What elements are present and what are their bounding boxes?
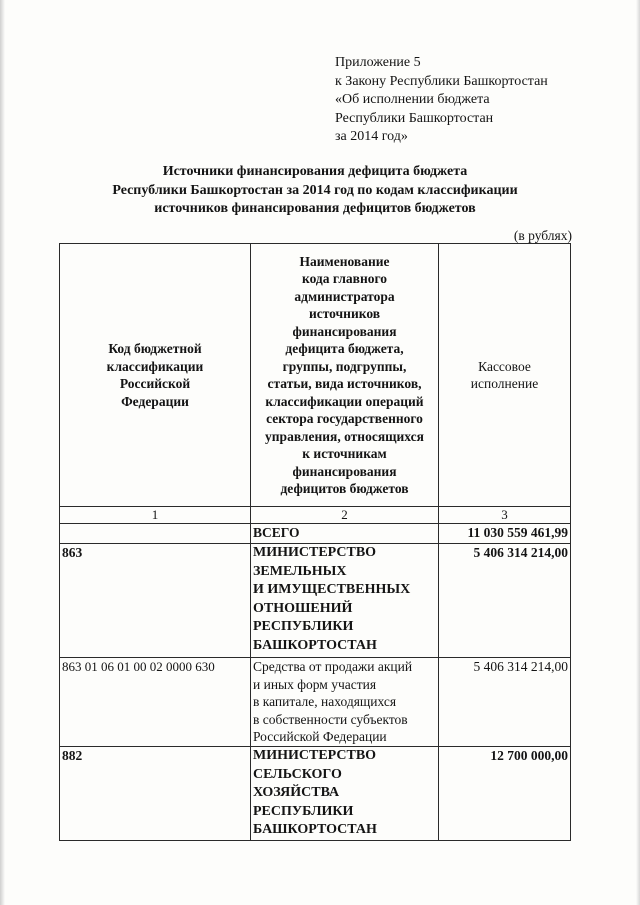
column-number: 2 bbox=[251, 507, 439, 524]
appendix-line: «Об исполнении бюджета bbox=[335, 92, 490, 107]
header-amount-line: исполнение bbox=[470, 376, 539, 391]
row-name-line: и иных форм участия bbox=[253, 676, 377, 692]
scan-edge-left bbox=[0, 0, 5, 905]
row-name-line: РЕСПУБЛИКИ bbox=[253, 803, 354, 819]
row-amount: 12 700 000,00 bbox=[439, 747, 571, 841]
row-name-line: БАШКОРТОСТАН bbox=[253, 822, 377, 837]
header-name-cell bbox=[251, 244, 439, 507]
header-name-line: дефицитов бюджетов bbox=[280, 481, 409, 496]
column-number: 1 bbox=[60, 507, 251, 524]
header-name-line: Наименование bbox=[299, 253, 390, 269]
header-name-line: группы, подгруппы, bbox=[282, 358, 407, 374]
row-name-line: Российской Федерации bbox=[253, 729, 387, 744]
row-name-line: СЕЛЬСКОГО bbox=[253, 766, 342, 782]
header-amount-line: Кассовое bbox=[478, 358, 531, 374]
total-amount: 11 030 559 461,99 bbox=[439, 524, 571, 544]
row-name-line: И ИМУЩЕСТВЕННЫХ bbox=[253, 582, 411, 597]
scan-edge-right bbox=[636, 0, 640, 905]
appendix-line: Республики Башкортостан bbox=[335, 110, 494, 126]
table-row bbox=[60, 658, 571, 747]
header-name-line: источников bbox=[308, 306, 381, 321]
header-name-line: к источникам bbox=[302, 446, 387, 461]
appendix-line: к Закону Республики Башкортостан bbox=[335, 73, 548, 89]
row-amount: 5 406 314 214,00 bbox=[439, 544, 571, 658]
row-name-line: МИНИСТЕРСТВО bbox=[253, 545, 377, 560]
header-name-line: администратора bbox=[294, 288, 395, 304]
header-name-line: финансирования bbox=[292, 323, 397, 339]
row-code: 863 bbox=[60, 544, 251, 658]
row-name bbox=[251, 544, 439, 658]
row-name-line: в собственности субъектов bbox=[253, 711, 408, 727]
unit-note: (в рублях) bbox=[513, 228, 572, 243]
header-name-line: управления, относящихся bbox=[265, 428, 424, 444]
row-name-line: БАШКОРТОСТАН bbox=[253, 637, 377, 653]
total-label: ВСЕГО bbox=[251, 524, 439, 544]
header-code-line: Федерации bbox=[121, 393, 189, 409]
row-name-line: ЗЕМЕЛЬНЫХ bbox=[253, 563, 347, 579]
row-name-line: МИНИСТЕРСТВО bbox=[253, 748, 377, 763]
column-number: 3 bbox=[439, 507, 571, 524]
row-code: 863 01 06 01 00 02 0000 630 bbox=[60, 658, 251, 747]
title-line: Источники финансирования дефицита бюджета bbox=[162, 164, 468, 179]
row-amount: 5 406 314 214,00 bbox=[439, 658, 571, 747]
header-code-line: Российской bbox=[119, 376, 191, 391]
appendix-line: Приложение 5 bbox=[335, 55, 421, 70]
table-row bbox=[60, 544, 571, 658]
header-code-line: классификации bbox=[106, 358, 204, 374]
total-row bbox=[60, 524, 571, 544]
header-code-cell bbox=[60, 244, 251, 507]
title-line: источников финансирования дефицитов бюджетов bbox=[154, 201, 476, 216]
document-title bbox=[60, 163, 570, 219]
row-name-line: в капитале, находящихся bbox=[253, 694, 397, 709]
header-name-line: классификации операций bbox=[265, 393, 424, 409]
header-name-line: финансирования bbox=[292, 463, 397, 479]
header-code-line: Код бюджетной bbox=[108, 341, 202, 356]
row-name-line: ХОЗЯЙСТВА bbox=[253, 785, 340, 800]
column-number-row bbox=[60, 507, 571, 524]
appendix-note bbox=[335, 54, 575, 147]
title-line: Республики Башкортостан за 2014 год по кодам классификации bbox=[112, 182, 518, 198]
header-name-line: дефицита бюджета, bbox=[285, 341, 404, 356]
row-name-line: ОТНОШЕНИЙ bbox=[253, 600, 353, 616]
row-name bbox=[251, 747, 439, 841]
row-name-line: Средства от продажи акций bbox=[253, 659, 413, 674]
appendix-line: за 2014 год» bbox=[335, 129, 408, 144]
header-name-line: сектора государственного bbox=[266, 411, 423, 426]
header-name-line: статьи, вида источников, bbox=[267, 376, 422, 391]
header-amount-cell bbox=[439, 244, 571, 507]
table-header-row bbox=[60, 244, 571, 507]
total-code bbox=[60, 524, 251, 544]
header-name-line: кода главного bbox=[301, 271, 388, 286]
budget-table bbox=[59, 243, 571, 841]
row-code: 882 bbox=[60, 747, 251, 841]
table-row bbox=[60, 747, 571, 841]
row-name-line: РЕСПУБЛИКИ bbox=[253, 619, 354, 634]
row-name bbox=[251, 658, 439, 747]
